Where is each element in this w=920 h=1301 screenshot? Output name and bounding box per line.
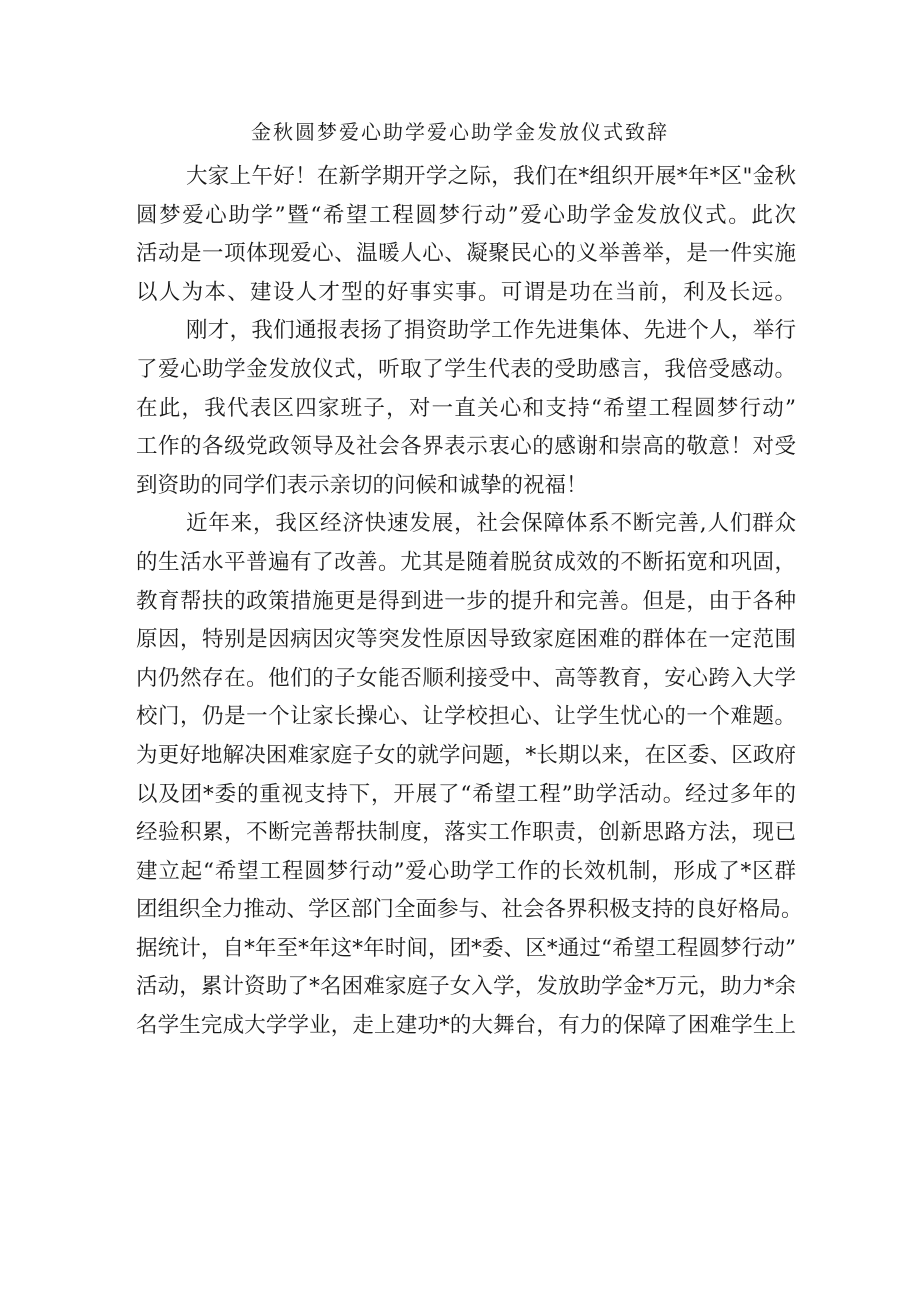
paragraph-line: 刚才，我们通报表扬了捐资助学工作先进集体、先进个人，举行 (186, 318, 796, 344)
paragraph-line: 到资助的同学们表示亲切的问候和诚挚的祝福！ (136, 472, 588, 498)
paragraph-line: 近年来，我区经济快速发展，社会保障体系不断完善,人们群众 (186, 511, 796, 537)
paragraph-line: 以及团*委的重视支持下，开展了“希望工程”助学活动。经过多年的 (136, 781, 796, 807)
paragraph-line: 校门，仍是一个让家长操心、让学校担心、让学生忧心的一个难题。 (136, 704, 796, 730)
paragraph-line: 原因，特别是因病因灾等突发性原因导致家庭困难的群体在一定范围 (136, 627, 796, 653)
paragraph-line: 大家上午好！在新学期开学之际，我们在*组织开展*年*区"金秋 (186, 164, 796, 189)
paragraph-line: 活动是一项体现爱心、温暖人心、凝聚民心的义举善举，是一件实施 (136, 241, 796, 267)
paragraph-line: 了爱心助学金发放仪式，听取了学生代表的受助感言，我倍受感动。 (136, 356, 796, 382)
paragraph-line: 为更好地解决困难家庭子女的就学问题，*长期以来，在区委、区政府 (136, 742, 796, 768)
paragraph-line: 教育帮扶的政策措施更是得到进一步的提升和完善。但是，由于各种 (136, 588, 796, 614)
paragraph-line: 以人为本、建设人才型的好事实事。可谓是功在当前，利及长远。 (136, 279, 796, 305)
paragraph-line: 在此，我代表区四家班子，对一直关心和支持“希望工程圆梦行动” (136, 395, 796, 421)
paragraph-line: 据统计，自*年至*年这*年时间，团*委、区*通过“希望工程圆梦行动” (136, 935, 796, 961)
paragraph-line: 工作的各级党政领导及社会各界表示衷心的感谢和崇高的敬意！对受 (136, 434, 796, 460)
paragraph-line: 名学生完成大学学业，走上建功*的大舞台，有力的保障了困难学生上 (136, 1013, 796, 1039)
paragraph-line: 的生活水平普遍有了改善。尤其是随着脱贫成效的不断拓宽和巩固， (136, 549, 796, 575)
paragraph-line: 活动，累计资助了*名困难家庭子女入学，发放助学金*万元，助力*余 (136, 974, 796, 1000)
document-title: 金秋圆梦爱心助学爱心助学金发放仪式致辞 (251, 120, 669, 144)
paragraph-line: 团组织全力推动、学区部门全面参与、社会各界积极支持的良好格局。 (136, 897, 803, 923)
document-body (136, 158, 803, 1046)
paragraph-line: 圆梦爱心助学”暨“希望工程圆梦行动”爱心助学金发放仪式。此次 (136, 202, 796, 228)
paragraph-line: 内仍然存在。他们的子女能否顺利接受中、高等教育，安心跨入大学 (136, 665, 796, 691)
paragraph-line: 建立起“希望工程圆梦行动”爱心助学工作的长效机制，形成了*区群 (136, 858, 796, 884)
paragraph-line: 经验积累，不断完善帮扶制度，落实工作职责，创新思路方法，现已 (136, 820, 796, 846)
